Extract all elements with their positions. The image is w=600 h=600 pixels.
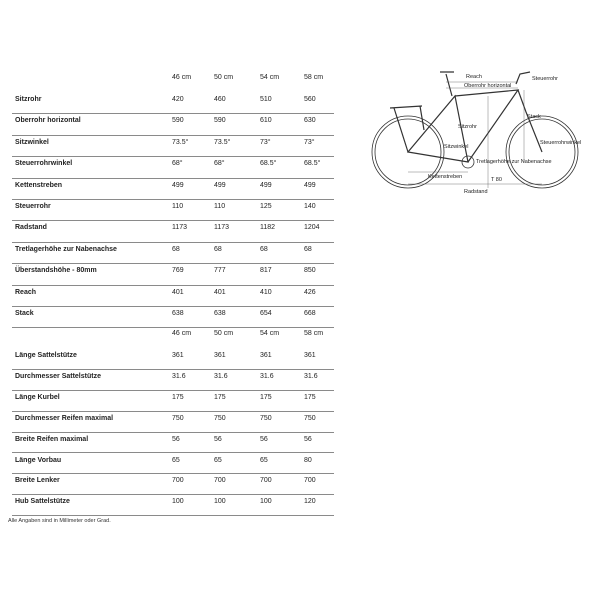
table-cell: 410	[260, 288, 272, 296]
table-row	[12, 246, 334, 264]
table-row	[12, 267, 334, 285]
table-cell: 590	[214, 117, 226, 125]
head-tube-label: Steuerrohr	[532, 76, 558, 82]
table-cell: 73.5°	[172, 138, 189, 146]
table-cell: 361	[260, 352, 272, 359]
table-cell: 401	[214, 288, 226, 296]
table-cell: 65	[214, 456, 222, 464]
table-cell: 80	[304, 456, 312, 464]
row-label: Sitzrohr	[15, 96, 42, 103]
size-header: 46 cm	[172, 330, 192, 337]
table-cell: 654	[260, 310, 272, 317]
table-cell: 630	[304, 117, 316, 125]
table-cell: 401	[172, 288, 184, 296]
table-row	[12, 289, 334, 307]
table-cell: 175	[304, 393, 316, 401]
table-cell: 610	[260, 117, 272, 125]
seat-tube-label: Sitzrohr	[458, 124, 477, 130]
table-row	[12, 310, 334, 328]
wheelbase-label: Radstand	[464, 189, 488, 195]
table-cell: 175	[260, 393, 272, 401]
row-label: Steuerrohrwinkel	[15, 160, 73, 168]
table-cell: 1182	[260, 224, 276, 232]
size-header: 46 cm	[172, 74, 192, 81]
table-cell: 68	[172, 245, 180, 253]
table-row	[12, 224, 334, 242]
table-cell: 65	[260, 456, 268, 464]
table-cell: 65	[172, 456, 180, 464]
table-row	[12, 436, 334, 454]
table-cell: 68°	[172, 160, 183, 168]
row-label: Länge Vorbau	[15, 456, 62, 464]
table-cell: 110	[172, 203, 184, 210]
table-row	[12, 373, 334, 391]
table-cell: 68.5°	[260, 160, 277, 168]
table-cell: 100	[260, 498, 272, 506]
row-label: Überstandshöhe - 80mm	[15, 267, 97, 275]
table-cell: 56	[214, 435, 222, 443]
table-cell: 68	[304, 245, 312, 253]
reach-label: Reach	[466, 74, 482, 80]
bb-drop-label: Tretlagerhöhe zur Nabenachse	[476, 159, 552, 165]
table-cell: 31.6	[214, 372, 228, 380]
table-cell: 73°	[304, 138, 315, 146]
table-cell: 140	[304, 203, 316, 210]
table-cell: 68	[260, 245, 268, 253]
top-tube-label: Oberrohr horizontal	[464, 83, 512, 89]
table-cell: 700	[214, 477, 226, 485]
row-label: Hub Sattelstütze	[15, 498, 70, 506]
table-cell: 125	[260, 203, 272, 210]
table-cell: 750	[304, 414, 316, 422]
table-cell: 499	[172, 181, 184, 189]
row-label: Steuerrohr	[15, 203, 51, 210]
size-header: 54 cm	[260, 74, 280, 81]
row-label: Stack	[15, 310, 34, 317]
chainstay-label: Kettenstreben	[428, 174, 463, 180]
table-cell: 850	[304, 267, 316, 275]
table-cell: 1204	[304, 224, 320, 232]
table-cell: 460	[214, 96, 226, 103]
bike-geometry-diagram	[360, 60, 590, 210]
table-cell: 56	[304, 435, 312, 443]
table-cell: 100	[214, 498, 226, 506]
table-row	[12, 139, 334, 157]
table-cell: 68.5°	[304, 160, 321, 168]
size-header: 58 cm	[304, 330, 324, 337]
row-label: Länge Kurbel	[15, 393, 60, 401]
table-cell: 31.6	[260, 372, 274, 380]
table-cell: 73.5°	[214, 138, 231, 146]
table-row	[12, 498, 334, 516]
stack-label: Stack	[527, 114, 541, 120]
footnote: Alle Angaben sind in Millimeter oder Grad.	[8, 518, 111, 524]
table-cell: 110	[214, 203, 226, 210]
t80-label: T 80	[491, 177, 502, 183]
table-cell: 499	[260, 181, 272, 189]
row-label: Oberrohr horizontal	[15, 117, 81, 125]
table-cell: 175	[214, 393, 226, 401]
table-row	[12, 415, 334, 433]
table-cell: 668	[304, 310, 316, 317]
table-cell: 120	[304, 498, 316, 506]
table-cell: 700	[260, 477, 272, 485]
table-row	[12, 457, 334, 475]
table-row	[12, 96, 334, 114]
table-cell: 1173	[214, 224, 230, 232]
table-cell: 361	[214, 352, 226, 359]
row-label: Breite Reifen maximal	[15, 435, 89, 443]
table-cell: 31.6	[304, 372, 318, 380]
table-cell: 510	[260, 96, 272, 103]
table-row	[12, 352, 334, 370]
table-cell: 590	[172, 117, 184, 125]
table-cell: 68	[214, 245, 222, 253]
table-cell: 56	[172, 435, 180, 443]
row-label: Sitzwinkel	[15, 138, 49, 146]
table-cell: 499	[304, 181, 316, 189]
table-cell: 750	[260, 414, 272, 422]
table-cell: 73°	[260, 138, 271, 146]
table-cell: 31.6	[172, 372, 186, 380]
table-cell: 700	[304, 477, 316, 485]
head-angle-label: Steuerrohrwinkel	[540, 140, 582, 146]
table-cell: 769	[172, 267, 184, 275]
table-cell: 361	[304, 352, 316, 359]
table-row	[12, 203, 334, 221]
table-cell: 361	[172, 352, 184, 359]
row-label: Reach	[15, 288, 37, 296]
row-label: Radstand	[15, 224, 47, 232]
table-cell: 420	[172, 96, 184, 103]
table-row	[12, 117, 334, 135]
table-cell: 638	[172, 310, 184, 317]
row-label: Länge Sattelstütze	[15, 352, 77, 359]
dimension-lines	[408, 82, 542, 188]
table-cell: 68°	[214, 160, 225, 168]
size-header: 58 cm	[304, 74, 324, 81]
table-row	[12, 477, 334, 495]
table-cell: 175	[172, 393, 184, 401]
table-cell: 56	[260, 435, 268, 443]
table-cell: 426	[304, 288, 316, 296]
row-label: Kettenstreben	[15, 181, 63, 189]
table-cell: 560	[304, 96, 316, 103]
table-cell: 777	[214, 267, 226, 275]
table-cell: 638	[214, 310, 226, 317]
table-cell: 1173	[172, 224, 188, 232]
table-row	[12, 182, 334, 200]
table-cell: 817	[260, 267, 272, 275]
row-label: Tretlagerhöhe zur Nabenachse	[15, 245, 117, 253]
table-cell: 700	[172, 477, 184, 485]
seat-angle-label: Sitzwinkel	[444, 144, 469, 150]
row-label: Durchmesser Reifen maximal	[15, 414, 114, 422]
size-header: 50 cm	[214, 74, 234, 81]
table-cell: 750	[214, 414, 226, 422]
size-header: 54 cm	[260, 330, 280, 337]
table-cell: 499	[214, 181, 226, 189]
size-header: 50 cm	[214, 330, 234, 337]
row-label: Durchmesser Sattelstütze	[15, 372, 101, 380]
table-cell: 750	[172, 414, 184, 422]
row-label: Breite Lenker	[15, 477, 60, 485]
table-row	[12, 160, 334, 178]
table-cell: 100	[172, 498, 184, 506]
table-row	[12, 394, 334, 412]
